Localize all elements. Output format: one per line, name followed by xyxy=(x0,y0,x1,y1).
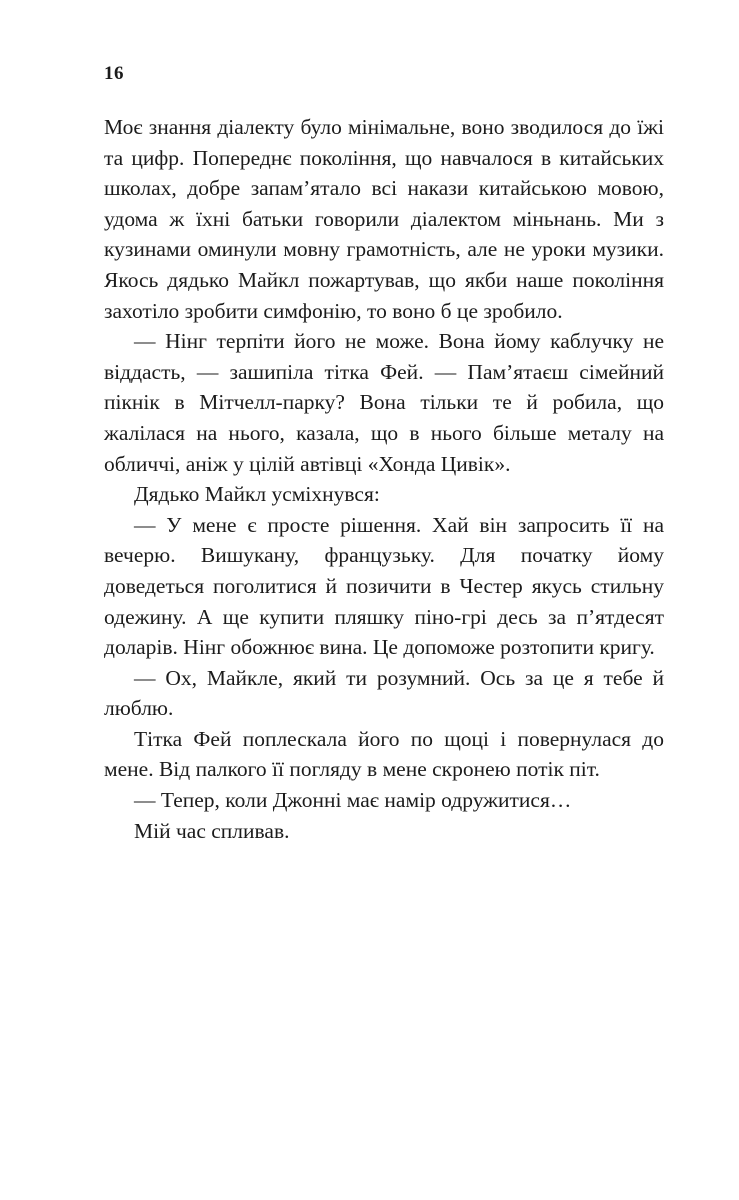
paragraph: — Нінг терпіти його не може. Вона йому каблучку не віддасть, — зашипіла тітка Фей. — Пам’ятаєш сімейний пікнік в Мітчелл-парку? Вона тільки те й робила, що жалілася на нього, казала, що в нього більше металу на обличчі, аніж у цілій автівці «Хонда Цивік». xyxy=(104,329,664,476)
paragraph: — Тепер, коли Джонні має намір одружитися… xyxy=(134,788,572,813)
paragraph: Дядько Майкл усміхнувся: xyxy=(134,482,380,507)
paragraph: Моє знання діалекту було мінімальне, воно зводилося до їжі та цифр. Попереднє покоління, що навчалося в китайських школах, добре запам’ятало всі накази китайською мовою, удома ж їхні батьки говорили діалектом міньнань. Ми з кузинами оминули мовну грамотність, але не уроки музики. Якось дядько Майкл пожартував, що якби наше покоління захотіло зробити симфонію, то воно б це зробило. xyxy=(104,115,664,323)
paragraph: — У мене є просте рішення. Хай він запросить її на вечерю. Вишукану, французьку. Для початку йому доведеться поголитися й позичити в Честер якусь стильну одежину. А ще купити пляшку піно-грі десь за п’ятдесят доларів. Нінг обожнює вина. Це допоможе розтопити кригу. xyxy=(104,512,664,660)
text-block xyxy=(104,112,664,846)
paragraph: — Ох, Майкле, який ти розумний. Ось за це я тебе й люблю. xyxy=(104,665,664,721)
page-number: 16 xyxy=(104,63,124,84)
paragraph: Мій час спливав. xyxy=(134,818,290,843)
paragraph: Тітка Фей поплескала його по щоці і повернулася до мене. Від палкого її погляду в мене скронею потік піт. xyxy=(104,726,664,782)
